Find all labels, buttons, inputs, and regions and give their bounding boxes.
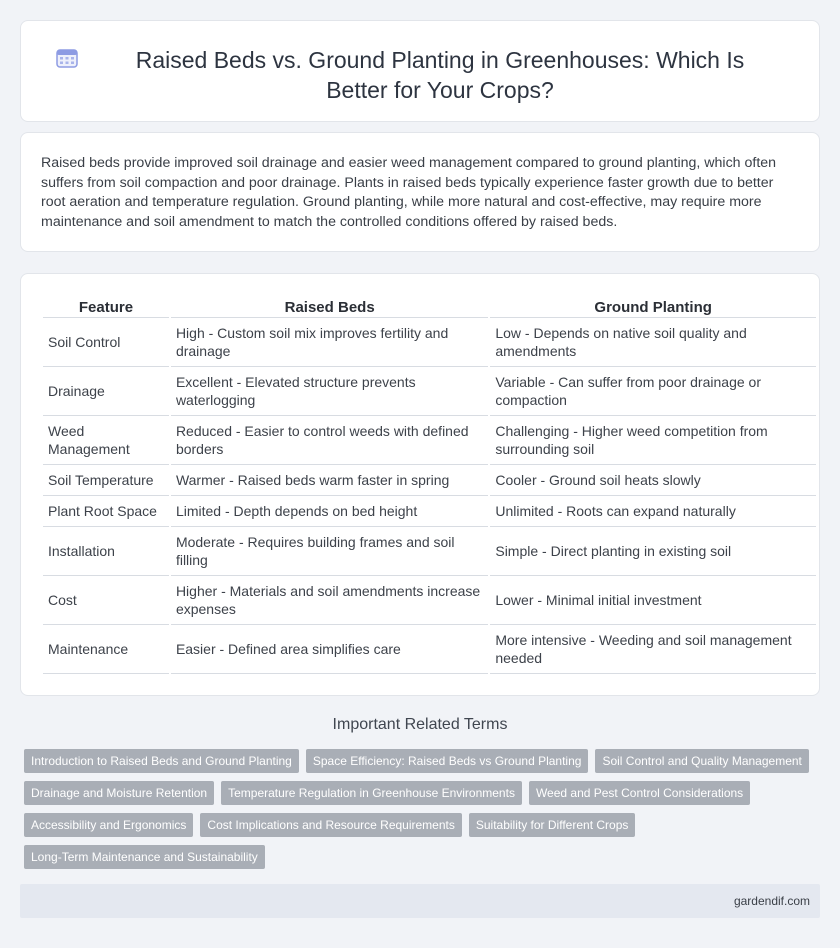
feature-cell: Installation — [43, 527, 169, 576]
raised-cell: Moderate - Requires building frames and soil filling — [171, 527, 488, 576]
header-feature: Feature — [43, 294, 169, 318]
footer — [20, 884, 820, 918]
related-tag[interactable]: Drainage and Moisture Retention — [24, 781, 214, 805]
header-raised-beds: Raised Beds — [171, 294, 488, 318]
ground-cell: Simple - Direct planting in existing soil — [490, 527, 816, 576]
related-tag[interactable]: Weed and Pest Control Considerations — [529, 781, 750, 805]
header-ground-planting: Ground Planting — [490, 294, 816, 318]
raised-cell: Warmer - Raised beds warm faster in spring — [171, 465, 488, 496]
feature-cell: Weed Management — [43, 416, 169, 465]
table-row — [43, 416, 816, 465]
table-row — [43, 367, 816, 416]
raised-cell: Excellent - Elevated structure prevents waterlogging — [171, 367, 488, 416]
raised-cell: Easier - Defined area simplifies care — [171, 625, 488, 674]
feature-cell: Soil Control — [43, 318, 169, 367]
feature-cell: Drainage — [43, 367, 169, 416]
ground-cell: Unlimited - Roots can expand naturally — [490, 496, 816, 527]
feature-cell: Soil Temperature — [43, 465, 169, 496]
ground-cell: Cooler - Ground soil heats slowly — [490, 465, 816, 496]
feature-cell: Plant Root Space — [43, 496, 169, 527]
intro-text: Raised beds provide improved soil drainage and easier weed management compared to ground planting, which often suffers from soil compaction and poor drainage. Plants in raised beds typically experience faster growth due to better root aeration and temperature regulation. Ground planting, while more natural and cost-effective, may require more maintenance and soil amendment to match the controlled conditions offered by raised beds. — [41, 155, 777, 230]
table-row — [43, 576, 816, 625]
title-card — [20, 20, 820, 122]
table-row — [43, 625, 816, 674]
ground-cell: More intensive - Weeding and soil management needed — [490, 625, 816, 674]
related-tag[interactable]: Long-Term Maintenance and Sustainability — [24, 845, 265, 869]
feature-cell: Maintenance — [43, 625, 169, 674]
related-tag[interactable]: Cost Implications and Resource Requirements — [200, 813, 461, 837]
feature-cell: Cost — [43, 576, 169, 625]
related-terms-title: Important Related Terms — [332, 716, 508, 733]
related-tag[interactable]: Space Efficiency: Raised Beds vs Ground Planting — [306, 749, 589, 773]
table-row — [43, 465, 816, 496]
related-tag[interactable]: Soil Control and Quality Management — [595, 749, 808, 773]
raised-cell: Reduced - Easier to control weeds with defined borders — [171, 416, 488, 465]
table-header-row — [43, 294, 816, 318]
intro-card — [20, 132, 820, 252]
related-tags — [24, 749, 824, 877]
related-tag[interactable]: Suitability for Different Crops — [469, 813, 636, 837]
page-title: Raised Beds vs. Ground Planting in Greenhouses: Which Is Better for Your Crops? — [135, 47, 745, 103]
table-row — [43, 527, 816, 576]
raised-cell: Limited - Depth depends on bed height — [171, 496, 488, 527]
related-tag[interactable]: Accessibility and Ergonomics — [24, 813, 193, 837]
footer-site-link[interactable]: gardendif.com — [733, 894, 810, 908]
comparison-table — [41, 294, 818, 674]
raised-cell: High - Custom soil mix improves fertility and drainage — [171, 318, 488, 367]
ground-cell: Variable - Can suffer from poor drainage or compaction — [490, 367, 816, 416]
ground-cell: Challenging - Higher weed competition from surrounding soil — [490, 416, 816, 465]
comparison-table-card — [20, 273, 820, 696]
ground-cell: Lower - Minimal initial investment — [490, 576, 816, 625]
table-row — [43, 496, 816, 527]
raised-cell: Higher - Materials and soil amendments increase expenses — [171, 576, 488, 625]
related-tag[interactable]: Temperature Regulation in Greenhouse Environments — [221, 781, 522, 805]
related-tag[interactable]: Introduction to Raised Beds and Ground Planting — [24, 749, 299, 773]
table-row — [43, 318, 816, 367]
ground-cell: Low - Depends on native soil quality and amendments — [490, 318, 816, 367]
